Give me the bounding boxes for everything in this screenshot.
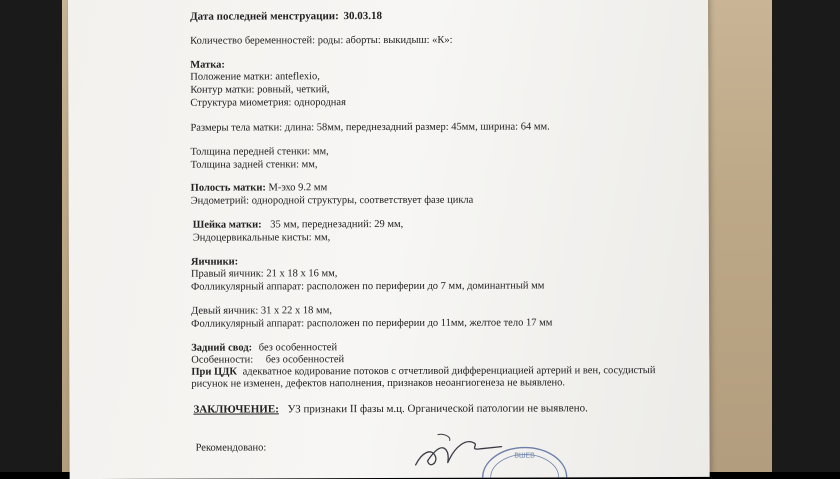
cavity-line — [191, 182, 328, 194]
cervix-size: 35 мм, переднезадний: 29 мм, — [270, 218, 404, 231]
conclusion-line — [193, 402, 588, 415]
uterus-contour: Контур матки: ровный, четкий, — [190, 84, 330, 96]
doppler-text-2: рисунок не изменен, дефектов наполнения, признаков неоангиогенеза не выявлено. — [191, 377, 566, 390]
last-period-line — [190, 10, 382, 23]
left-ovary: Девый яичник: 31 х 22 х 18 мм, — [191, 305, 332, 317]
last-period-value: 30.03.18 — [343, 10, 383, 23]
uterus-title: Матка: — [190, 59, 225, 71]
conclusion-title: ЗАКЛЮЧЕНИЕ: — [193, 403, 279, 416]
right-ovary: Правый яичник: 21 х 18 х 16 мм, — [190, 268, 338, 280]
doppler-title: При ЦДК — [191, 366, 238, 378]
endometrium: Эндометрий: однородной структуры, соответствует фазе цикла — [190, 194, 474, 207]
medical-report-page — [68, 0, 710, 479]
features-line — [191, 354, 344, 367]
stamp-text: ВШЕВ — [514, 452, 535, 460]
uterus-structure: Структура миометрия: однородная — [190, 97, 346, 109]
fabric-right — [700, 0, 772, 472]
features-label: Особенности: — [191, 354, 254, 366]
cervix-title: Шейка матки: — [192, 219, 262, 231]
pregnancies-line: Количество беременностей: роды: аборты: выкидыш: «К»: — [190, 34, 453, 47]
last-period-label: Дата последней менструации: — [190, 10, 339, 23]
anterior-wall: Толщина передней стенки: мм, — [190, 146, 329, 158]
cervix-line — [193, 219, 404, 232]
uterus-sizes: Размеры тела матки: длина: 58мм, переднезадний размер: 45мм, ширина: 64 мм. — [190, 121, 550, 134]
left-follicular: Фолликулярный аппарат: расположен по периферии до 11мм, желтое тело 17 мм — [191, 317, 553, 330]
cavity-title: Полость матки: — [190, 182, 266, 194]
fornix-value: без особенностей — [258, 342, 338, 354]
features-value: без особенностей — [265, 354, 345, 366]
fornix-line — [191, 342, 337, 355]
fornix-title: Задний свод: — [191, 342, 253, 354]
ovaries-title: Яичники: — [190, 256, 239, 268]
posterior-wall: Толщина задней стенки: мм, — [190, 159, 318, 171]
m-echo: М-эхо 9.2 мм — [268, 182, 328, 194]
recommended-label: Рекомендовано: — [195, 442, 267, 454]
uterus-position: Положение матки: anteflexio, — [190, 71, 320, 83]
doppler-line-1 — [191, 365, 655, 379]
cervix-cysts: Эндоцервикальные кисты: мм, — [192, 232, 331, 244]
doppler-text-1: адекватное кодирование потоков с отчетливой дифференциацией артерий и вен, сосудистый — [242, 365, 656, 378]
right-follicular: Фолликулярный аппарат: расположен по периферии до 7 мм, доминантный мм — [190, 280, 545, 293]
conclusion-text: УЗ признаки II фазы м.ц. Органической патологии не выявлено. — [287, 402, 588, 416]
